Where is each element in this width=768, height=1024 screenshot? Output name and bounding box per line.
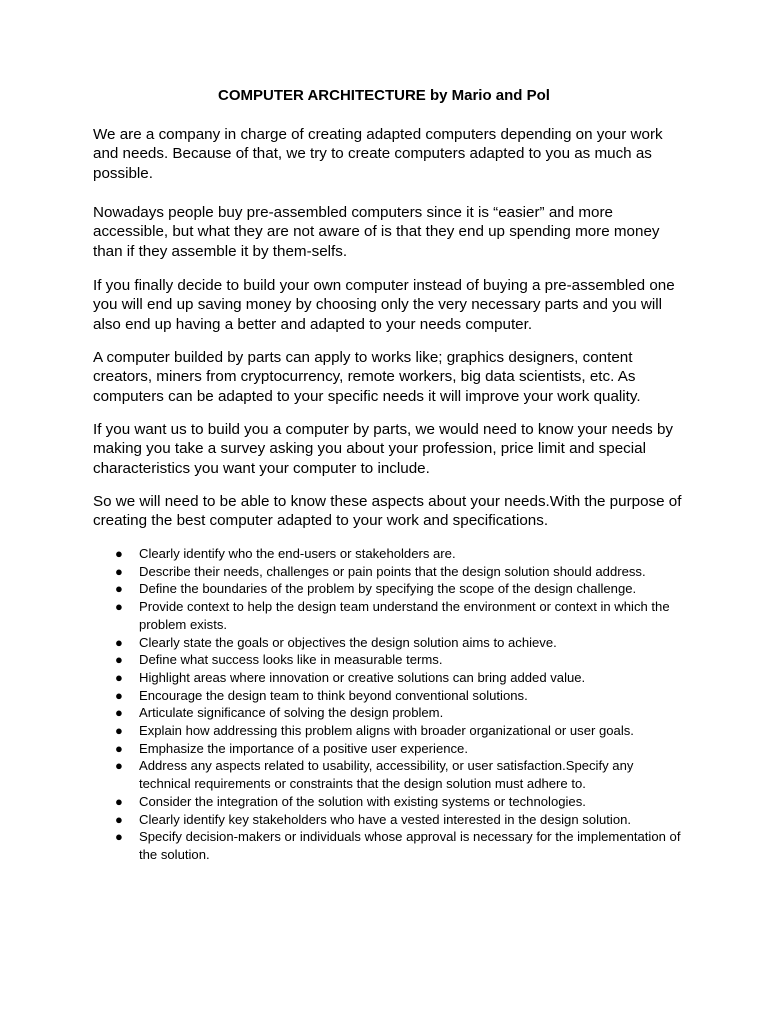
list-item — [93, 669, 683, 687]
list-item-text: Address any aspects related to usability, accessibility, or user satisfaction.Specify any technical requirements or constraints that the design solution must adhere to. — [139, 758, 634, 792]
list-item-text: Define what success looks like in measurable terms. — [139, 652, 443, 668]
list-item — [93, 740, 683, 758]
paragraph-aspects: So we will need to be able to know these aspects about your needs.With the purpose of creating the best computer adapted to your work and specifications. — [93, 493, 682, 530]
bullet-icon: ● — [115, 829, 123, 845]
bullet-icon: ● — [115, 563, 123, 579]
list-item-text: Emphasize the importance of a positive user experience. — [139, 740, 468, 756]
list-item-text: Highlight areas where innovation or creative solutions can bring added value. — [139, 669, 586, 685]
list-item — [93, 811, 683, 829]
list-item-text: Encourage the design team to think beyond conventional solutions. — [139, 687, 528, 703]
list-item — [93, 634, 683, 652]
list-item — [93, 598, 683, 633]
bullet-icon: ● — [115, 599, 123, 615]
list-item — [93, 687, 683, 705]
paragraph-survey: If you want us to build you a computer by parts, we would need to know your needs by making you take a survey asking you about your profession, price limit and special characteristics you want your computer to include. — [93, 421, 673, 477]
list-item-text: Articulate significance of solving the design problem. — [139, 705, 444, 721]
bullet-icon: ● — [115, 546, 123, 561]
list-item-text: Consider the integration of the solution with existing systems or technologies. — [139, 793, 586, 809]
paragraph-use-cases: A computer builded by parts can apply to works like; graphics designers, content creators, miners from cryptocurrency, remote workers, big data scientists, etc. As computers can be adapted to your specific needs it will improve your work quality. — [93, 349, 641, 405]
list-item-text: Clearly identify who the end-users or stakeholders are. — [139, 546, 456, 561]
list-item-text: Provide context to help the design team understand the environment or context in which the problem exists. — [139, 599, 670, 632]
list-item-text: Clearly identify key stakeholders who have a vested interested in the design solution. — [139, 811, 632, 827]
bullet-icon: ● — [115, 687, 123, 703]
list-item-text: Explain how addressing this problem aligns with broader organizational or user goals. — [139, 723, 634, 739]
list-item-text: Describe their needs, challenges or pain points that the design solution should address. — [139, 563, 646, 579]
bullet-icon: ● — [115, 669, 123, 685]
list-item-text: Specify decision-makers or individuals whose approval is necessary for the implementation of the solution. — [139, 829, 681, 862]
bullet-icon: ● — [115, 723, 123, 739]
paragraph-intro: We are a company in charge of creating adapted computers depending on your work and needs. Because of that, we try to create computers adapted to you as much as possible. — [93, 126, 663, 182]
paragraph-build-own: If you finally decide to build your own computer instead of buying a pre-assembled one you will end up saving money by choosing only the very necessary parts and you will also end up having a better and adapted to your needs computer. — [93, 277, 675, 333]
list-item — [93, 704, 683, 722]
list-item — [93, 545, 683, 563]
list-item — [93, 580, 683, 598]
list-item — [93, 722, 683, 740]
list-item — [93, 757, 683, 792]
list-item-text: Clearly state the goals or objectives the design solution aims to achieve. — [139, 634, 557, 650]
bullet-icon: ● — [115, 634, 123, 650]
bullet-icon: ● — [115, 793, 123, 809]
bullet-icon: ● — [115, 758, 123, 774]
list-item — [93, 793, 683, 811]
list-item-text: Define the boundaries of the problem by specifying the scope of the design challenge. — [139, 581, 637, 597]
list-item — [93, 563, 683, 581]
list-item — [93, 651, 683, 669]
requirements-bullet-list — [93, 545, 683, 864]
document-title: COMPUTER ARCHITECTURE by Mario and Pol — [218, 87, 550, 104]
paragraph-pre-assembled: Nowadays people buy pre-assembled computers since it is “easier” and more accessible, but what they are not aware of is that they end up spending more money than if they assemble it by them-selfs. — [93, 204, 660, 260]
bullet-icon: ● — [115, 705, 123, 721]
list-item — [93, 828, 683, 863]
bullet-icon: ● — [115, 581, 123, 597]
bullet-icon: ● — [115, 811, 123, 827]
bullet-icon: ● — [115, 740, 123, 756]
bullet-icon: ● — [115, 652, 123, 668]
